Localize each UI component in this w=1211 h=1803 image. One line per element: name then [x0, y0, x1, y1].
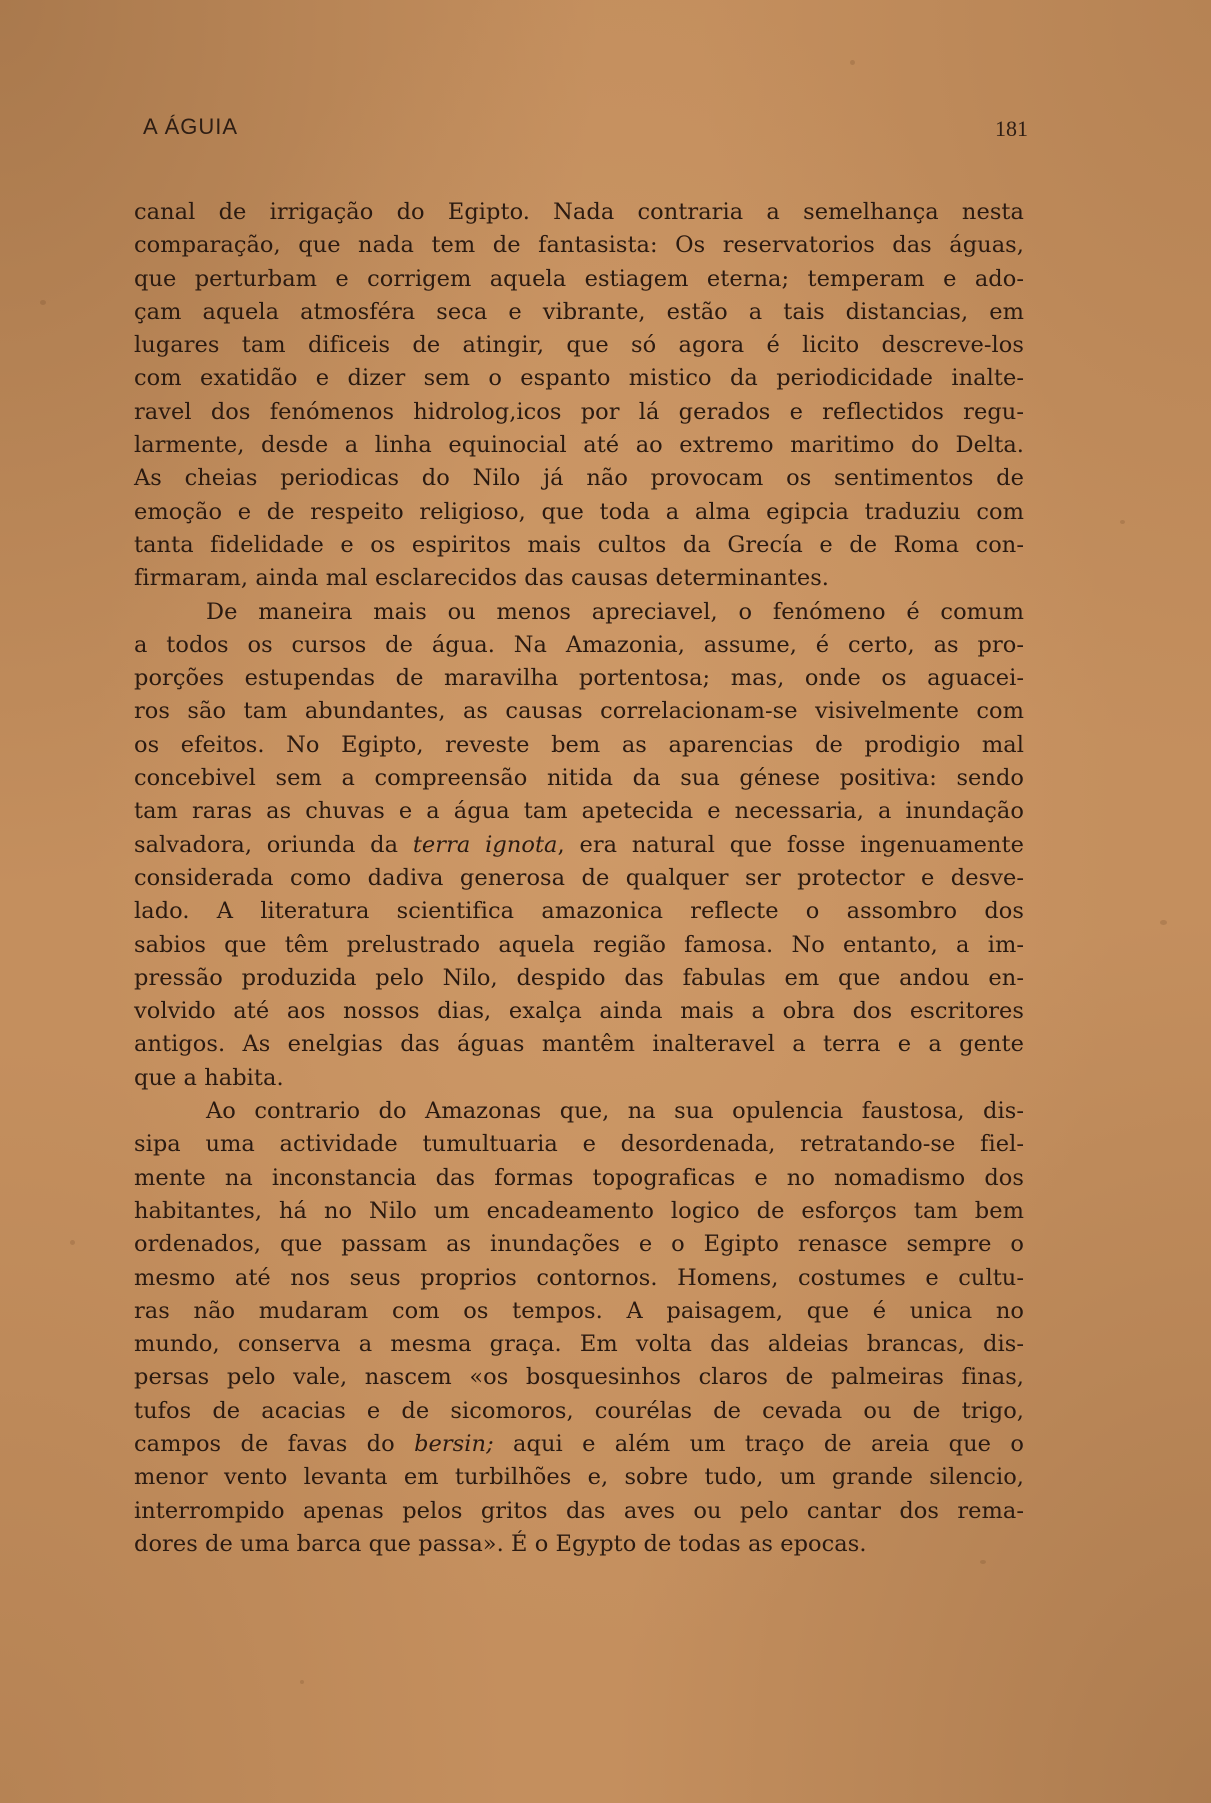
text-line: De maneira mais ou menos apreciavel, o fenómeno é comum [206, 598, 1024, 625]
text-line: a todos os cursos de água. Na Amazonia, assume, é certo, as pro- [134, 631, 1024, 658]
text-line: que a habita. [134, 1064, 284, 1091]
text-line: considerada como dadiva generosa de qualquer ser protector e desve- [134, 864, 1024, 891]
running-title: A ÁGUIA [143, 114, 239, 139]
text-line: antigos. As enelgias das águas mantêm inalteravel a terra e a gente [134, 1031, 1024, 1058]
text-segment: campos de favas do [134, 1430, 415, 1457]
text-line: persas pelo vale, nascem «os bosquesinhos claros de palmeiras finas, [134, 1364, 1024, 1391]
text-line: os efeitos. No Egipto, reveste bem as aparencias de prodigio mal [134, 731, 1024, 758]
page-number: 181 [995, 116, 1028, 141]
text-line: que perturbam e corrigem aquela estiagem eterna; temperam e ado- [134, 265, 1024, 292]
text-segment: aqui e além um traço de areia que o [493, 1430, 1024, 1457]
text-line: com exatidão e dizer sem o espanto mistico da periodicidade inalte- [134, 365, 1024, 392]
paper-speck [980, 1560, 986, 1564]
body-text [134, 196, 1024, 1561]
text-line: As cheias periodicas do Nilo já não provocam os sentimentos de [134, 465, 1024, 492]
text-line: tufos de acacias e de sicomoros, courélas de cevada ou de trigo, [134, 1397, 1024, 1424]
text-line: lado. A literatura scientifica amazonica reflecte o assombro dos [134, 898, 1024, 925]
text-line: ordenados, que passam as inundações e o Egipto renasce sempre o [134, 1231, 1024, 1258]
text-line: comparação, que nada tem de fantasista: Os reservatorios das águas, [134, 232, 1024, 259]
paper-speck [300, 1680, 304, 1684]
text-line: volvido até aos nossos dias, exalça ainda mais a obra dos escritores [134, 998, 1024, 1025]
text-line: sabios que têm prelustrado aquela região famosa. No entanto, a im- [134, 931, 1024, 958]
text-line: dores de uma barca que passa». É o Egypto de todas as epocas. [134, 1530, 867, 1557]
text-line: Ao contrario do Amazonas que, na sua opulencia faustosa, dis- [206, 1098, 1024, 1125]
page-header [143, 114, 1028, 144]
text-line: sipa uma actividade tumultuaria e desordenada, retratando-se fiel- [134, 1131, 1024, 1158]
text-line: larmente, desde a linha equinocial até ao extremo maritimo do Delta. [134, 432, 1024, 459]
text-line: tanta fidelidade e os espiritos mais cultos da Grecía e de Roma con- [134, 531, 1024, 558]
text-segment: salvadora, oriunda da [134, 831, 413, 858]
text-line: ras não mudaram com os tempos. A paisagem, que é unica no [134, 1297, 1024, 1324]
text-line: çam aquela atmosféra seca e vibrante, estão a tais distancias, em [134, 298, 1024, 325]
text-line [134, 829, 1024, 862]
paper-speck [850, 60, 855, 65]
text-line: mente na inconstancia das formas topograficas e no nomadismo dos [134, 1164, 1024, 1191]
text-line: porções estupendas de maravilha portentosa; mas, onde os aguacei- [134, 665, 1024, 692]
text-line: emoção e de respeito religioso, que toda a alma egipcia traduziu com [134, 498, 1024, 525]
text-line [134, 1428, 1024, 1461]
text-line: concebivel sem a compreensão nitida da sua génese positiva: sendo [134, 765, 1024, 792]
italic-term: bersin; [414, 1430, 494, 1457]
text-line: mesmo até nos seus proprios contornos. Homens, costumes e cultu- [134, 1264, 1024, 1291]
text-line: ros são tam abundantes, as causas correlacionam-se visivelmente com [134, 698, 1024, 725]
text-line: canal de irrigação do Egipto. Nada contraria a semelhança nesta [134, 199, 1024, 225]
text-line: tam raras as chuvas e a água tam apetecida e necessaria, a inundação [134, 798, 1024, 825]
text-line: firmaram, ainda mal esclarecidos das causas determinantes. [134, 565, 829, 592]
paper-speck [1160, 920, 1167, 925]
text-segment: , era natural que fosse ingenuamente [557, 831, 1024, 858]
text-line: lugares tam dificeis de atingir, que só agora é licito descreve-los [134, 332, 1024, 359]
text-line: habitantes, há no Nilo um encadeamento logico de esforços tam bem [134, 1197, 1024, 1224]
text-line: menor vento levanta em turbilhões e, sobre tudo, um grande silencio, [134, 1464, 1024, 1491]
paper-speck [70, 1240, 75, 1245]
paper-speck [40, 300, 46, 305]
paper-speck [1120, 520, 1125, 524]
text-line: pressão produzida pelo Nilo, despido das fabulas em que andou en- [134, 964, 1024, 991]
text-line: interrompido apenas pelos gritos das aves ou pelo cantar dos rema- [134, 1497, 1024, 1524]
text-line: ravel dos fenómenos hidrolog,icos por lá gerados e reflectidos regu- [134, 398, 1024, 425]
text-line: mundo, conserva a mesma graça. Em volta das aldeias brancas, dis- [134, 1331, 1024, 1358]
italic-term: terra ignota [412, 831, 558, 858]
